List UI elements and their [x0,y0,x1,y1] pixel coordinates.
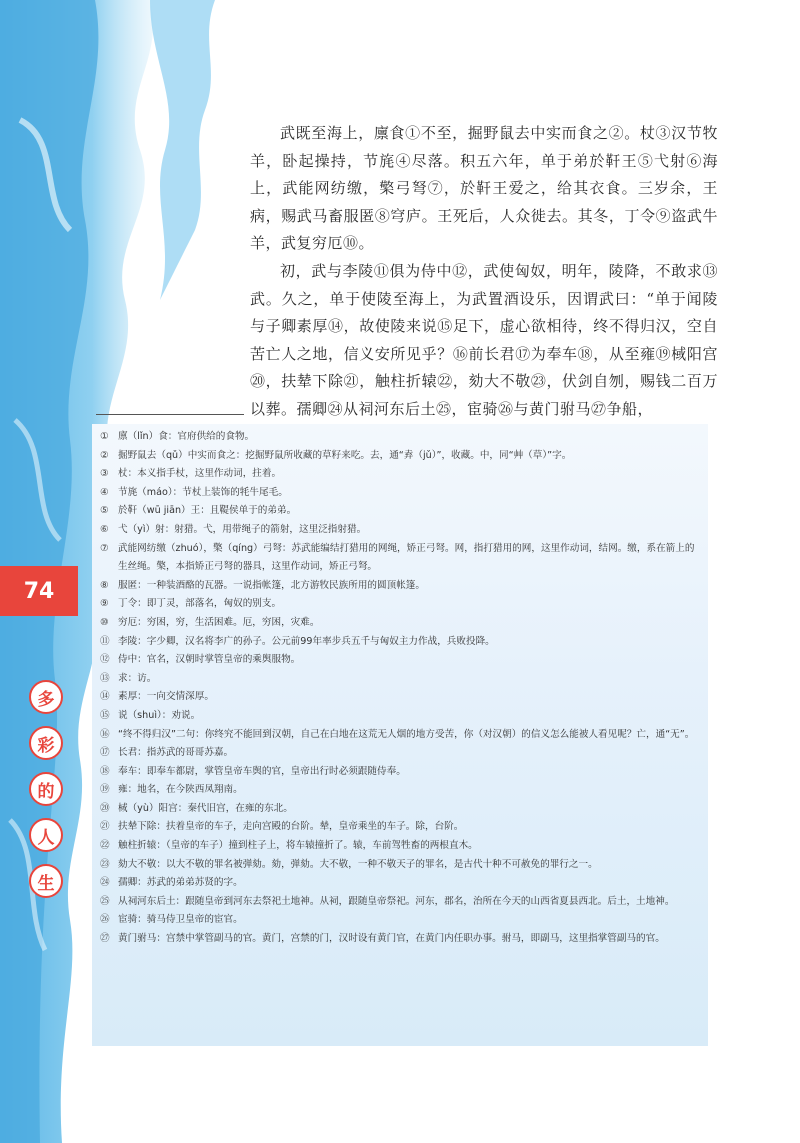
footnote-text: 於靬（wū jiān）王：且鞮侯单于的弟弟。 [118,505,297,517]
footnote-number: ⑯ [100,728,110,740]
footnote-item [100,428,704,447]
footnote-text: 宦骑：骑马侍卫皇帝的宦官。 [118,914,243,926]
footnote-text: 素厚：一向交情深厚。 [118,691,214,703]
footnote-number: ㉔ [100,877,110,889]
footnote-number: ㉖ [100,914,110,926]
section-title-char: 多 [29,680,63,714]
footnote-number: ㉑ [100,821,110,833]
footnote-divider [96,414,244,415]
footnote-text: 孺卿：苏武的弟弟苏贤的字。 [118,877,243,889]
footnote-item [100,484,704,503]
footnote-item [100,614,704,633]
footnote-text: 劾大不敬：以大不敬的罪名被弹劾。劾，弹劾。大不敬，一种不敬天子的罪名，是古代十种不可赦免的罪行之一。 [118,858,598,870]
footnote-text: 奉车：即奉车都尉，掌管皇帝车舆的官，皇帝出行时必须跟随侍奉。 [118,765,406,777]
footnote-item [100,800,704,819]
footnote-item [100,763,704,782]
footnote-item [100,911,704,930]
section-title-char: 生 [29,864,63,898]
page-number: 74 [0,566,78,616]
footnote-text: 丁令：即丁灵，部落名，匈奴的别支。 [118,598,282,610]
footnote-text: 武能网纺缴（zhuó），檠（qíng）弓弩：苏武能编结打猎用的网绳，矫正弓弩。网，指打猎用的网，这里作动词，结网。缴，系在箭上的生丝绳。檠，本指矫正弓弩的器具，这里作动词，矫正弓弩。 [118,542,695,573]
footnote-text: 雍：地名，在今陕西凤翔南。 [118,784,243,796]
footnote-text: 服匿：一种装酒酪的瓦器。一说指帐篷，北方游牧民族所用的圆顶帐篷。 [118,579,425,591]
footnote-number: ⑲ [100,784,110,796]
footnote-number: ㉗ [100,933,110,945]
section-title-char: 的 [29,772,63,806]
paragraph: 武既至海上，廪食①不至，掘野鼠去中实而食之②。杖③汉节牧羊，卧起操持，节旄④尽落。积五六年，单于弟於靬王⑤弋射⑥海上，武能网纺缴，檠弓弩⑦，於靬王爱之，给其衣食。三岁余，王病，赐武马畜服匿⑧穹庐。王死后，人众徙去。其冬，丁令⑨盗武牛羊，武复穷厄⑩。 [250,124,718,253]
footnote-number: ② [100,449,109,461]
footnote-item [100,707,704,726]
footnote-text: 触柱折辕：（皇帝的车子）撞到柱子上，将车辕撞折了。辕，车前驾牲畜的两根直木。 [118,840,478,852]
footnote-item [100,633,704,652]
footnote-item [100,670,704,689]
footnote-number: ⑨ [100,598,109,610]
footnote-number: ⑪ [100,635,110,647]
footnote-item [100,447,704,466]
footnotes-list [100,428,704,949]
footnote-text: 说（shuì）：劝说。 [118,709,201,721]
footnote-number: ㉒ [100,840,110,852]
footnote-item [100,540,704,577]
footnote-text: 李陵：字少卿，汉名将李广的孙子。公元前99年率步兵五千与匈奴主力作战，兵败投降。 [118,635,495,647]
footnote-item [100,744,704,763]
footnote-item [100,930,704,949]
footnote-item [100,818,704,837]
footnote-item [100,874,704,893]
section-title-char: 人 [29,818,63,852]
paragraph: 初，武与李陵⑪俱为侍中⑫，武使匈奴，明年，陵降，不敢求⑬武。久之，单于使陵至海上，为武置酒设乐，因谓武曰：“单于闻陵与子卿素厚⑭，故使陵来说⑮足下，虚心欲相待，终不得归汉，空自苦亡人之地，信义安所见乎？⑯前长君⑰为奉车⑱，从至雍⑲棫阳宫⑳，扶辇下除㉑，触柱折辕㉒，劾大不敬㉓，伏剑自刎，赐钱二百万以葬。孺卿㉔从祠河东后土㉕，宦骑㉖与黄门驸马㉗争船， [250,261,718,418]
main-text [250,120,718,424]
section-title [26,680,66,898]
footnote-number: ⑭ [100,691,110,703]
footnote-number: ㉓ [100,858,110,870]
footnote-text: 廪（lǐn）食：官府供给的食物。 [118,431,255,442]
footnote-item [100,521,704,540]
footnote-number: ⑦ [100,542,109,554]
footnote-item [100,856,704,875]
footnote-number: ㉕ [100,895,110,907]
footnote-text: 黄门驸马：宫禁中掌管副马的官。黄门，宫禁的门，汉时设有黄门官，在黄门内任职办事。驸马，即副马，这里指掌管副马的官。 [118,933,665,945]
footnote-text: 穷厄：穷困，穷，生活困难。厄，穷困，灾难。 [118,616,320,628]
footnote-text: 长君：指苏武的哥哥苏嘉。 [118,747,234,759]
footnote-text: 节旄（máo）：节杖上装饰的牦牛尾毛。 [118,486,288,498]
footnote-number: ⑥ [100,523,109,535]
footnote-number: ③ [100,468,109,480]
footnote-text: 从祠河东后土：跟随皇帝到河东去祭祀土地神。从祠，跟随皇帝祭祀。河东，郡名，治所在今天的山西省夏县西北。后土，土地神。 [118,895,675,907]
footnote-number: ⑫ [100,654,110,666]
footnote-item [100,651,704,670]
footnote-text: 扶辇下除：扶着皇帝的车子，走向宫殿的台阶。辇，皇帝乘坐的车子。除，台阶。 [118,821,464,833]
footnote-number: ⑬ [100,672,110,684]
footnote-item [100,688,704,707]
footnote-number: ⑱ [100,765,110,777]
footnote-item [100,837,704,856]
footnote-text: 求：访。 [118,672,157,684]
footnote-number: ⑮ [100,709,110,721]
footnote-item [100,595,704,614]
footnote-item [100,577,704,596]
footnote-text: 侍中：官名，汉朝时掌管皇帝的乘舆服物。 [118,654,301,666]
footnote-text: 弋（yì）射：射猎。弋，用带绳子的箭射，这里泛指射猎。 [118,523,367,535]
footnote-item [100,502,704,521]
footnote-item [100,893,704,912]
footnote-number: ④ [100,486,109,498]
footnote-item [100,781,704,800]
footnote-text: 棫（yù）阳宫：秦代旧宫，在雍的东北。 [118,802,293,814]
footnote-text: 杖：本义指手杖，这里作动词，拄着。 [118,468,282,480]
footnote-number: ⑧ [100,579,109,591]
footnote-text: 掘野鼠去（qǔ）中实而食之：挖掘野鼠所收藏的草籽来吃。去，通“弆（jǔ）”，收藏。中，同“艸（草）”字。 [118,449,572,461]
footnote-item [100,726,704,745]
footnote-item [100,465,704,484]
section-title-char: 彩 [29,726,63,760]
footnote-text: “终不得归汉”二句：你终究不能回到汉朝，自己在白地在这荒无人烟的地方受苦，你（对汉朝）的信义怎么能被人看见呢？亡，通“无”。 [118,728,695,740]
footnote-number: ⑤ [100,505,109,517]
footnote-number: ⑳ [100,802,110,814]
footnote-number: ⑩ [100,616,109,628]
footnote-number: ⑰ [100,747,110,759]
footnote-number: ① [100,431,109,442]
